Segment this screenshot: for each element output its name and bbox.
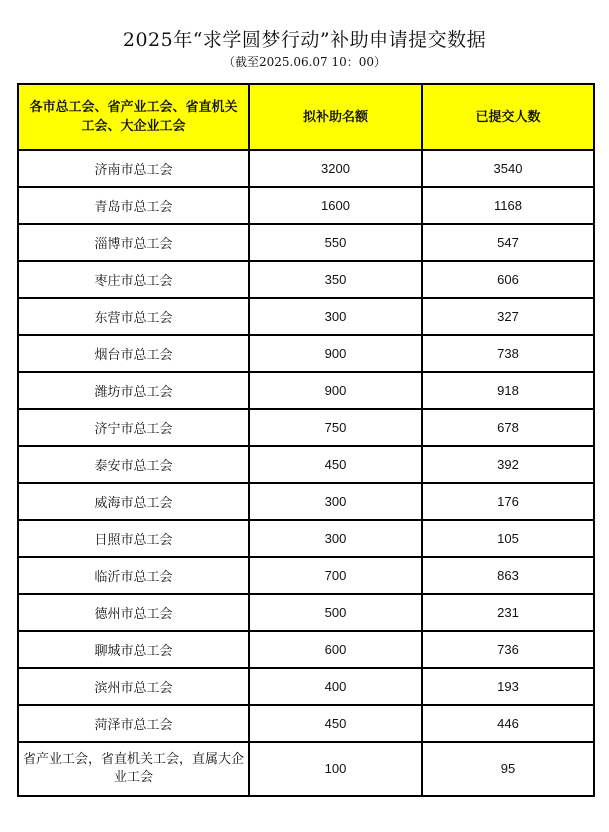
cell-unit: 日照市总工会 xyxy=(18,520,249,557)
cell-unit: 省产业工会，省直机关工会，直属大企业工会 xyxy=(18,742,249,796)
cell-unit: 淄博市总工会 xyxy=(18,224,249,261)
cell-quota: 100 xyxy=(249,742,422,796)
page-title: 2025年“求学圆梦行动”补助申请提交数据 xyxy=(122,29,487,51)
table-row xyxy=(18,520,594,557)
table-row xyxy=(18,705,594,742)
cell-quota: 700 xyxy=(249,557,422,594)
cell-submitted: 3540 xyxy=(422,150,594,187)
cell-quota: 3200 xyxy=(249,150,422,187)
cell-quota: 550 xyxy=(249,224,422,261)
cell-quota: 300 xyxy=(249,520,422,557)
cell-submitted: 863 xyxy=(422,557,594,594)
cell-quota: 400 xyxy=(249,668,422,705)
cell-submitted: 736 xyxy=(422,631,594,668)
table-row xyxy=(18,261,594,298)
cell-submitted: 327 xyxy=(422,298,594,335)
cell-quota: 450 xyxy=(249,446,422,483)
cell-unit: 滨州市总工会 xyxy=(18,668,249,705)
table-row xyxy=(18,594,594,631)
page-subtitle: （截至2025.06.07 10：00） xyxy=(222,55,387,69)
header-submitted: 已提交人数 xyxy=(422,84,594,150)
cell-unit: 临沂市总工会 xyxy=(18,557,249,594)
table-row xyxy=(18,557,594,594)
table-row xyxy=(18,298,594,335)
cell-submitted: 392 xyxy=(422,446,594,483)
cell-submitted: 105 xyxy=(422,520,594,557)
cell-unit: 东营市总工会 xyxy=(18,298,249,335)
header-unit: 各市总工会、省产业工会、省直机关工会、大企业工会 xyxy=(18,84,249,150)
cell-submitted: 231 xyxy=(422,594,594,631)
cell-unit: 威海市总工会 xyxy=(18,483,249,520)
cell-quota: 900 xyxy=(249,335,422,372)
table-row xyxy=(18,742,594,796)
cell-unit: 济南市总工会 xyxy=(18,150,249,187)
table-row xyxy=(18,335,594,372)
cell-unit: 济宁市总工会 xyxy=(18,409,249,446)
cell-quota: 1600 xyxy=(249,187,422,224)
cell-submitted: 95 xyxy=(422,742,594,796)
cell-unit: 烟台市总工会 xyxy=(18,335,249,372)
table-row xyxy=(18,224,594,261)
cell-submitted: 738 xyxy=(422,335,594,372)
cell-submitted: 446 xyxy=(422,705,594,742)
cell-quota: 600 xyxy=(249,631,422,668)
header-quota: 拟补助名额 xyxy=(249,84,422,150)
cell-submitted: 1168 xyxy=(422,187,594,224)
table-row xyxy=(18,446,594,483)
cell-unit: 枣庄市总工会 xyxy=(18,261,249,298)
table-row xyxy=(18,483,594,520)
cell-submitted: 193 xyxy=(422,668,594,705)
cell-quota: 300 xyxy=(249,298,422,335)
table-row xyxy=(18,372,594,409)
table-header-row xyxy=(18,84,594,150)
cell-unit: 青岛市总工会 xyxy=(18,187,249,224)
cell-unit: 聊城市总工会 xyxy=(18,631,249,668)
data-table xyxy=(17,83,595,797)
cell-submitted: 918 xyxy=(422,372,594,409)
cell-unit: 潍坊市总工会 xyxy=(18,372,249,409)
cell-quota: 300 xyxy=(249,483,422,520)
cell-submitted: 678 xyxy=(422,409,594,446)
cell-quota: 500 xyxy=(249,594,422,631)
cell-unit: 泰安市总工会 xyxy=(18,446,249,483)
table-row xyxy=(18,668,594,705)
cell-submitted: 176 xyxy=(422,483,594,520)
cell-unit: 德州市总工会 xyxy=(18,594,249,631)
table-row xyxy=(18,187,594,224)
cell-quota: 450 xyxy=(249,705,422,742)
table-row xyxy=(18,631,594,668)
cell-quota: 750 xyxy=(249,409,422,446)
cell-unit: 菏泽市总工会 xyxy=(18,705,249,742)
cell-quota: 900 xyxy=(249,372,422,409)
table-row xyxy=(18,409,594,446)
table-row xyxy=(18,150,594,187)
cell-submitted: 606 xyxy=(422,261,594,298)
cell-quota: 350 xyxy=(249,261,422,298)
cell-submitted: 547 xyxy=(422,224,594,261)
